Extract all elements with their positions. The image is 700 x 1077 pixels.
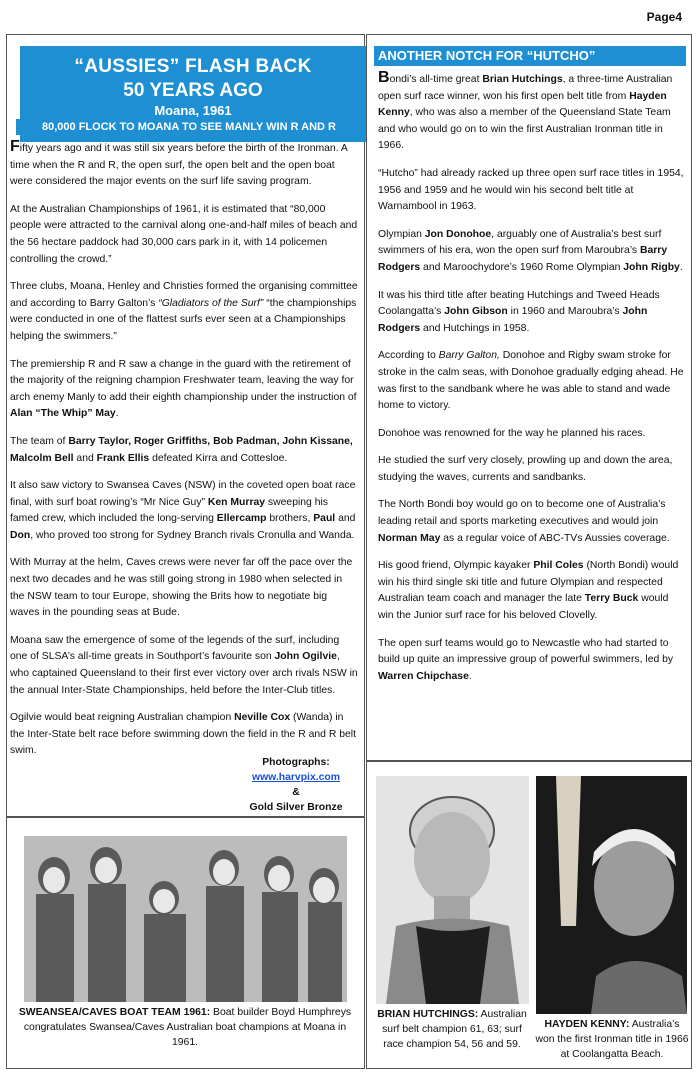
bold-name: Norman May: [378, 532, 441, 544]
text-run: ifty years ago and it was still six years before the birth of the Ironman. A time when the R and R, the open surf, the open belt and the open boat were considered the major events on the surf life saving program.: [10, 143, 348, 188]
bold-name: HAYDEN KENNY:: [544, 1019, 630, 1030]
article-paragraph: [378, 166, 684, 216]
text-run: “the championships were conducted in one of the flattest surfs ever seen at a Championships helping the swimmers.”: [10, 297, 357, 342]
article-paragraph: [10, 633, 358, 699]
article-paragraph: [10, 202, 358, 268]
text-run: It was his third title after beating Hutchings and Tweed Heads Coolangatta’s: [378, 289, 660, 318]
bold-name: John Rigby: [623, 261, 680, 273]
text-run: Boat builder Boyd Humphreys congratulates Swansea/Caves Australian boat champions at Moana in 1961.: [23, 1007, 352, 1048]
credits-other: Gold Silver Bronze: [249, 802, 343, 813]
text-run: , a three-time Australian open surf race winner, won his first open belt title from: [378, 74, 673, 102]
text-run: “Hutcho” had already racked up three open surf race titles in 1954, 1956 and 1959 and he would win his second belt title at Warnambool in 1963.: [378, 167, 684, 213]
text-run: The North Bondi boy would go on to become one of Australia’s leading retail and sports marketing executives and would join: [378, 499, 666, 528]
brian-caption: [374, 1007, 530, 1052]
bold-name: Terry Buck: [584, 593, 639, 605]
text-run: Donohoe and Rigby swam stroke for stroke in the calm seas, with Donohoe gradually edging ahead. He was first to the sandbank where he was able to stand and wade home to victory.: [378, 350, 684, 412]
text-run: would win the Junior surf race for his beloved Clovelly.: [378, 593, 669, 622]
bold-name: John Rodgers: [378, 306, 648, 334]
text-run: and Hutchings in 1958.: [420, 322, 530, 334]
banner-title: “AUSSIES” FLASH BACK: [74, 56, 312, 77]
text-run: brothers,: [266, 513, 314, 525]
text-run: He studied the surf very closely, prowling up and down the area, studying the waves, currents and sandbanks.: [378, 455, 673, 483]
banner-location: Moana, 1961: [154, 103, 232, 118]
paddler-portrait-icon: [536, 776, 687, 1014]
text-run: The team of: [10, 435, 69, 447]
bold-name: Don: [10, 529, 31, 541]
article-paragraph: [10, 139, 358, 191]
credits-link[interactable]: www.harvpix.com: [252, 772, 340, 783]
article-paragraph: [378, 558, 684, 624]
team-photo-icon: [24, 836, 347, 1002]
credits-ampersand: &: [292, 787, 300, 798]
photo-credits: [236, 755, 356, 815]
text-run: .: [468, 670, 472, 682]
text-run: Donohoe was renowned for the way he planned his races.: [378, 427, 646, 439]
article-paragraph: [378, 70, 684, 155]
article-paragraph: [378, 426, 684, 443]
swansea-caption: [14, 1005, 356, 1050]
text-run: At the Australian Championships of 1961, it is estimated that “80,000 people were attracted to the carnival along one-and-half miles of beach and the 56 hectare paddock had 30,000 cars park in it, with 14 policemen controlling the crowd.”: [10, 203, 358, 265]
bold-name: Alan “The Whip” May: [10, 408, 116, 420]
text-run: Three clubs, Moana, Henley and Christies formed the organising committee and according to Barry Galton’s: [10, 281, 358, 309]
text-run: as a regular voice of ABC-TVs Aussies coverage.: [440, 532, 670, 544]
drop-cap: F: [10, 138, 20, 155]
text-run: and: [335, 513, 356, 525]
text-run: ondi’s all-time great: [389, 74, 483, 85]
bold-name: Barry Rodgers: [378, 245, 668, 273]
article-paragraph: [10, 357, 358, 423]
article-paragraph: [10, 478, 358, 544]
bold-name: Neville Cox: [234, 712, 291, 724]
right-heading: ANOTHER NOTCH FOR “HUTCHO”: [374, 46, 686, 66]
text-run: The premiership R and R saw a change in the guard with the retirement of the majority of the reigning champion Freshwater team, leaving the way for arch enemy Manly to add their eighth championship under the instruction of: [10, 358, 357, 403]
bold-name: John Gibson: [444, 306, 508, 318]
text-run: , who captained Queensland to their first ever victory over arch rivals NSW in the annual Inter-State Championships, held before the Inter-Club titles.: [10, 651, 358, 696]
bold-name: Barry Taylor, Roger Griffiths, Bob Padman, John Kissane, Malcolm Bell: [10, 435, 353, 464]
bold-name: Paul: [313, 513, 336, 525]
text-run: sweeping his famed crew, which included the long-serving: [10, 496, 329, 525]
bold-name: Ellercamp: [216, 513, 267, 525]
text-run: .: [115, 408, 119, 420]
drop-cap: B: [378, 69, 390, 86]
article-paragraph: [378, 453, 684, 486]
article-paragraph: [378, 636, 684, 686]
text-run: , arguably one of Australia’s best surf swimmers of his era, won the open surf from Maroubra’s: [378, 228, 662, 257]
article-paragraph: [10, 434, 358, 467]
text-run: Moana saw the emergence of some of the legends of the surf, including one of SLSA’s all-time greats in Southport’s favourite son: [10, 634, 340, 663]
bold-name: Brian Hutchings: [482, 74, 563, 85]
article-paragraph: [378, 348, 684, 414]
bold-name: John Ogilvie: [274, 651, 337, 663]
text-run: .: [679, 261, 683, 273]
text-run: The open surf teams would go to Newcastle who had started to build up quite an impressive group of powerful swimmers, led by: [378, 637, 674, 666]
hayden-caption: [534, 1017, 690, 1062]
text-run: (North Bondi) would win his third single ski title and future Olympian and respected Australian team coach and manager the late: [378, 560, 679, 605]
article-paragraph: [10, 279, 358, 345]
italic-text: Barry Galton,: [438, 350, 500, 362]
text-run: Australia’s won the first Ironman title in 1966 at Coolangatta Beach.: [535, 1019, 689, 1060]
article-paragraph: [378, 497, 684, 547]
article-paragraph: [10, 555, 358, 621]
right-article: [378, 70, 684, 696]
text-run: defeated Kirra and Cottesloe.: [149, 452, 288, 464]
text-run: Ogilvie would beat reigning Australian champion: [10, 712, 235, 724]
bold-name: Hayden Kenny: [378, 90, 667, 119]
bold-name: BRIAN HUTCHINGS:: [377, 1009, 479, 1020]
article-paragraph: [378, 227, 684, 277]
left-article: [10, 139, 358, 771]
article-paragraph: [378, 288, 684, 338]
text-run: , who proved too strong for Sydney Branch rivals Cronulla and Wanda.: [30, 529, 355, 541]
bold-name: Phil Coles: [533, 560, 584, 572]
text-run: His good friend, Olympic kayaker: [378, 560, 534, 572]
page-number: Page4: [646, 10, 682, 24]
text-run: Australian surf belt champion 61, 63; surf race champion 54, 56 and 59.: [382, 1009, 527, 1050]
bold-name: Frank Ellis: [96, 452, 150, 464]
bold-name: Warren Chipchase: [378, 670, 469, 682]
text-run: and: [73, 452, 97, 464]
text-run: According to: [378, 350, 439, 362]
credits-label: Photographs:: [262, 757, 330, 768]
text-run: and Maroochydore’s 1960 Rome Olympian: [420, 261, 624, 273]
italic-text: “Gladiators of the Surf”: [158, 297, 264, 309]
text-run: Olympian: [378, 228, 425, 240]
article-paragraph: [10, 710, 358, 760]
banner-subtitle: 50 YEARS AGO: [123, 80, 263, 101]
swimmer-portrait-icon: [376, 776, 529, 1004]
text-run: (Wanda) in the Inter-State belt race before swimming down the field in the R and R belt swim.: [10, 712, 356, 757]
bold-name: Jon Donohoe: [424, 228, 492, 240]
bold-name: Ken Murray: [207, 496, 266, 508]
text-run: , who was also a member of the Queensland State Team and who would go on to win the first Australian Ironman title in 1966.: [378, 107, 671, 152]
bold-name: SWEANSEA/CAVES BOAT TEAM 1961:: [18, 1007, 211, 1018]
text-run: It also saw victory to Swansea Caves (NSW) in the coveted open boat race final, with surf boat rowing’s “Mr Nice Guy”: [10, 480, 356, 508]
text-run: With Murray at the helm, Caves crews were never far off the pace over the next two decades and he was still going strong in 1980 when selected in the NSW team to tour Europe, showing the Brits how to negotiate big waves in the pounding seas at Bude.: [10, 557, 353, 619]
text-run: in 1960 and Maroubra’s: [507, 306, 623, 318]
left-subheading: 80,000 FLOCK TO MOANA TO SEE MANLY WIN R AND R: [16, 119, 362, 135]
